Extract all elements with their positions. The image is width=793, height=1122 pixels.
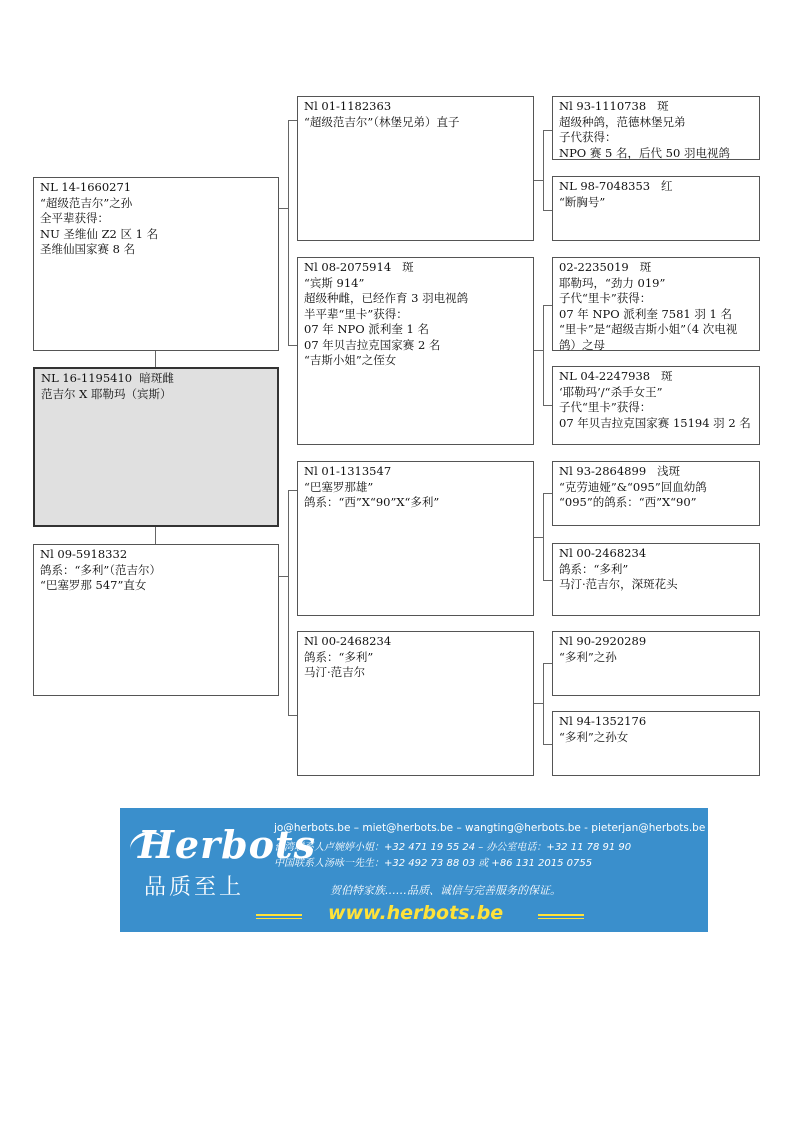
decor-line-left <box>256 914 302 916</box>
banner-phone-line-2: 中国联系人汤咏一先生：+32 492 73 88 03 或 +86 131 2015 0755 <box>274 858 593 869</box>
pedigree-line: Nl 94-1352176 <box>559 714 647 728</box>
pedigree-line: 全平辈获得： <box>40 211 109 225</box>
pedigree-box-ss-d <box>552 176 760 241</box>
connector <box>155 350 156 367</box>
connector <box>288 120 289 345</box>
connector <box>543 663 544 744</box>
connector <box>278 208 288 209</box>
pedigree-line: Nl 93-1110738 斑 <box>559 99 669 113</box>
pedigree-box-sire-dam <box>297 257 534 445</box>
connector <box>533 703 543 704</box>
pedigree-line: “095”的鸽系：“西”X“90” <box>559 495 697 509</box>
pedigree-box-dam-sire <box>297 461 534 616</box>
pedigree-line: NL 04-2247938 斑 <box>559 369 673 383</box>
connector <box>155 527 156 544</box>
connector <box>533 350 543 351</box>
pedigree-line: Nl 93-2864899 浅斑 <box>559 464 681 478</box>
pedigree-line: “超级范吉尔”（林堡兄弟）直子 <box>304 114 460 129</box>
pedigree-line: NPO 赛 5 名，后代 50 羽电视鸽 <box>559 145 730 160</box>
banner-motto: 品质至上 <box>144 875 245 900</box>
pedigree-box-dam-dam <box>297 631 534 776</box>
pedigree-line: Nl 08-2075914 斑 <box>304 260 414 274</box>
pedigree-line: 半平辈“里卡”获得： <box>304 306 408 321</box>
herbots-logo: Herbots <box>138 822 316 867</box>
connector <box>288 345 297 346</box>
connector <box>533 537 543 538</box>
pedigree-box-subject <box>33 367 279 527</box>
connector <box>288 490 297 491</box>
pedigree-line: ‘耶勒玛’/“杀手女王” <box>559 384 663 399</box>
connector <box>543 130 552 131</box>
connector <box>543 580 552 581</box>
pedigree-box-dam <box>33 544 279 696</box>
pedigree-box-ss-s <box>552 96 760 160</box>
pedigree-line: “吉斯小姐”之侄女 <box>304 353 397 367</box>
herbots-banner <box>120 808 708 932</box>
pedigree-line: “宾斯 914” <box>304 275 365 290</box>
pedigree-line: 圣维仙国家赛 8 名 <box>40 242 136 256</box>
pedigree-line: 07 年贝吉拉克国家赛 2 名 <box>304 337 441 352</box>
pedigree-box-ds-s <box>552 461 760 526</box>
pedigree-line: NU 圣维仙 Z2 区 1 名 <box>40 226 159 241</box>
pedigree-line: “里卡”是“超级吉斯小姐”（4 次电视鸽）之母 <box>559 322 738 351</box>
pedigree-line: 02-2235019 斑 <box>559 260 652 274</box>
banner-slogan: 贺伯特家族……品质、诚信与完善服务的保证。 <box>330 884 561 897</box>
pedigree-line: 07 年贝吉拉克国家赛 15194 羽 2 名 <box>559 415 751 430</box>
connector <box>543 493 544 580</box>
pedigree-line: Nl 01-1313547 <box>304 464 392 478</box>
pedigree-line: 马汀·范吉尔 <box>304 665 366 679</box>
pedigree-box-ds-d <box>552 543 760 616</box>
pedigree-line: Nl 90-2920289 <box>559 634 647 648</box>
pedigree-line: 超级种鸽，范德林堡兄弟 <box>559 114 686 129</box>
pedigree-line: 子代“里卡”获得： <box>559 400 652 414</box>
connector <box>543 663 552 664</box>
pedigree-box-dd-s <box>552 631 760 696</box>
connector <box>543 493 552 494</box>
pedigree-line: Nl 09-5918332 <box>40 547 128 561</box>
pedigree-line: 范吉尔 X 耶勒玛（宾斯） <box>41 386 172 401</box>
pedigree-line: Nl 00-2468234 <box>304 634 392 648</box>
pedigree-line: 子代获得： <box>559 130 617 144</box>
pedigree-line: NL 14-1660271 <box>40 180 132 194</box>
pedigree-line: 耶勒玛，“劲力 019” <box>559 275 666 290</box>
pedigree-line: 07 年 NPO 派利奎 1 名 <box>304 322 429 336</box>
banner-emails[interactable]: jo@herbots.be – miet@herbots.be – wangting@herbots.be - pieterjan@herbots.be <box>274 822 706 834</box>
pedigree-box-dd-d <box>552 711 760 776</box>
pedigree-box-sire-sire <box>297 96 534 241</box>
pedigree-line: “超级范吉尔”之孙 <box>40 195 133 210</box>
pedigree-line: 鸽系：“多利” <box>559 561 629 576</box>
connector <box>543 210 552 211</box>
pedigree-box-sire <box>33 177 279 351</box>
pedigree-line: 子代“里卡”获得： <box>559 291 652 305</box>
pedigree-line: “断胸号” <box>559 194 606 209</box>
pedigree-line: “多利”之孙 <box>559 649 617 664</box>
connector <box>288 490 289 715</box>
connector <box>543 744 552 745</box>
connector <box>543 305 552 306</box>
pedigree-line: 超级种雌，已经作育 3 羽电视鸽 <box>304 291 469 305</box>
pedigree-line: 鸽系：“多利”（范吉尔） <box>40 562 162 577</box>
pedigree-line: “巴塞罗那 547”直女 <box>40 578 147 592</box>
connector <box>543 305 544 405</box>
connector <box>543 405 552 406</box>
pedigree-line: NL 98-7048353 红 <box>559 179 673 193</box>
pedigree-line: NL 16-1195410 暗斑雌 <box>41 371 174 385</box>
pedigree-box-sd-d <box>552 366 760 445</box>
pedigree-line: 鸽系：“西”X“90”X“多利” <box>304 495 440 509</box>
banner-phone-line-1: 台湾联系人卢婉婷小姐：+32 471 19 55 24 – 办公室电话：+32 11 78 91 90 <box>274 842 632 853</box>
connector <box>288 715 297 716</box>
connector <box>278 576 288 577</box>
pedigree-line: “巴塞罗那雄” <box>304 479 374 494</box>
pedigree-line: “多利”之孙女 <box>559 729 629 744</box>
pedigree-box-sd-s <box>552 257 760 351</box>
pedigree-line: Nl 01-1182363 <box>304 99 392 113</box>
pedigree-line: 07 年 NPO 派利奎 7581 羽 1 名 <box>559 306 733 321</box>
connector <box>288 120 297 121</box>
decor-line-right <box>538 914 584 916</box>
pedigree-line: “克劳迪娅”&“095”回血幼鸽 <box>559 479 707 494</box>
connector <box>543 130 544 210</box>
pedigree-line: Nl 00-2468234 <box>559 546 647 560</box>
pedigree-line: 马汀·范吉尔，深斑花头 <box>559 577 678 591</box>
pedigree-line: 鸽系：“多利” <box>304 649 374 664</box>
website-link[interactable]: www.herbots.be <box>328 902 504 924</box>
connector <box>533 180 543 181</box>
